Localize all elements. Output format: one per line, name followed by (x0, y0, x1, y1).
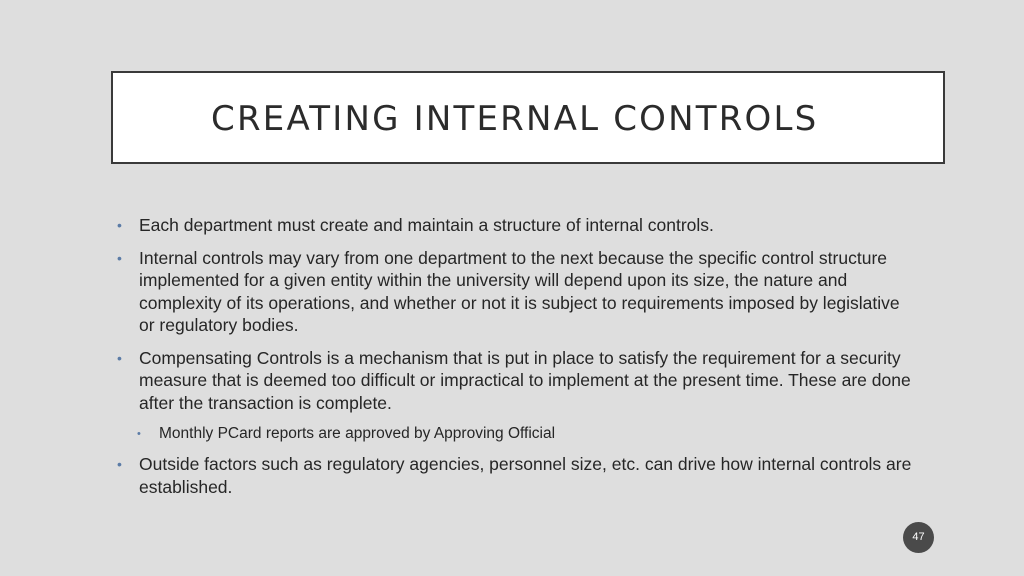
sub-bullet-item (135, 424, 915, 444)
bullet-text: Monthly PCard reports are approved by Approving Official (159, 425, 556, 442)
bullet-item (115, 247, 915, 337)
page-number-badge: 47 (903, 522, 934, 553)
bullet-icon: • (117, 249, 122, 266)
bullet-item (115, 347, 915, 415)
bullet-item (115, 453, 915, 498)
bullet-text: Each department must create and maintain a structure of internal controls. (139, 215, 714, 235)
bullet-text: Compensating Controls is a mechanism that is put in place to satisfy the requirement for a security measure that is deemed too difficult or impractical to implement at the present time. These are done after the transaction is complete. (139, 347, 911, 413)
bullet-text: Internal controls may vary from one department to the next because the specific control structure implemented for a given entity within the university will depend upon its size, the nature and complexity of its operations, and whether or not it is subject to requirements imposed by legislative or regulatory bodies. (139, 247, 900, 335)
bullet-icon: • (117, 456, 122, 472)
bullet-icon: • (137, 428, 141, 440)
bullet-list (115, 214, 915, 508)
bullet-item (115, 214, 915, 237)
bullet-text: Outside factors such as regulatory agencies, personnel size, etc. can drive how internal controls are established. (139, 454, 912, 497)
slide-title: CREATING INTERNAL CONTROLS (211, 99, 819, 139)
bullet-icon: • (117, 217, 122, 233)
title-box (111, 71, 945, 164)
bullet-icon: • (117, 349, 122, 366)
